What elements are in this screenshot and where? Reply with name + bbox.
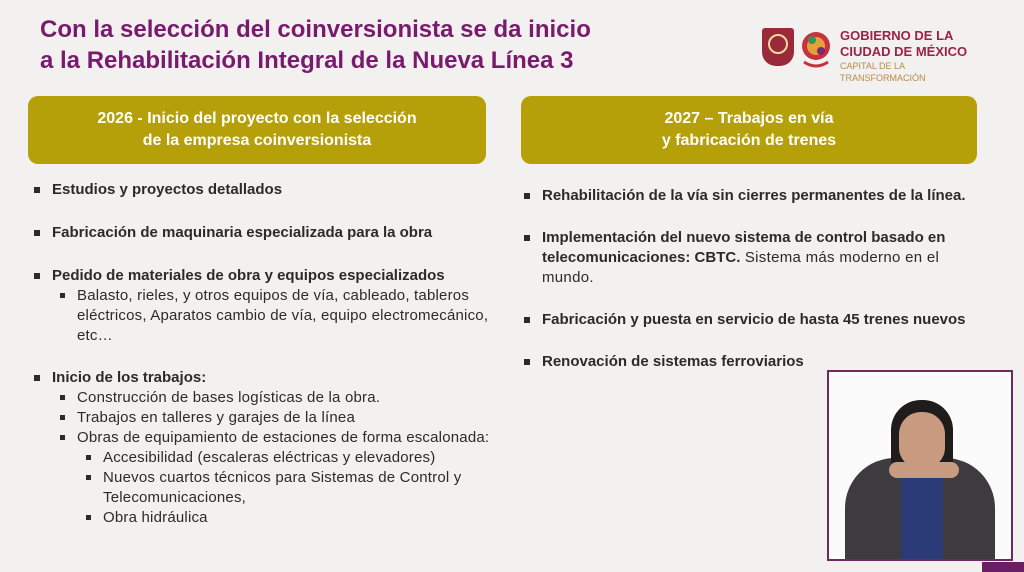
list-item-materials: Pedido de materiales de obra y equipos especializados [32,266,492,286]
list-subitem-materials-detail: Balasto, rieles, y otros equipos de vía, cableado, tableros eléctricos, Aparatos cambio de vía, equipo electromecánico, etc… [32,286,492,346]
logo-text [840,28,990,84]
list-item-works: Inicio de los trabajos: [32,368,492,388]
corner-accent [982,562,1024,572]
logo-line-2: CIUDAD DE MÉXICO [840,44,968,59]
interpreter-face [899,412,945,468]
title-line-1: Con la selección del coinversionista se da inicio [40,16,591,43]
header-2027-line-2: y fabricación de trenes [661,132,837,149]
header-2026-line-2: de la empresa coinversionista [142,132,372,149]
list-subitem-stations: Obras de equipamiento de estaciones de forma escalonada: [32,428,492,448]
logo-line-1: GOBIERNO DE LA [840,28,954,43]
header-2026 [28,96,486,164]
list-subitem-accessibility: Accesibilidad (escaleras eléctricas y elevadores) [32,448,492,468]
coat-of-arms-icon [762,28,794,66]
sign-language-interpreter-video [827,370,1013,561]
cbtc-normal-text: Sistema más moderno en el mundo. [542,249,940,286]
interpreter-hands [889,462,959,478]
title-line-2: a la Rehabilitación Integral de la Nueva Línea 3 [40,47,574,74]
cbtc-bold-text: Implementación del nuevo sistema de control basado en telecomunicaciones: CBTC. [542,229,946,266]
list-item-trains: Fabricación y puesta en servicio de hasta 45 trenes nuevos [522,310,967,330]
list-2026 [32,180,492,528]
header-2027 [521,96,977,164]
list-item-studies: Estudios y proyectos detallados [32,180,492,200]
list-item-machinery: Fabricación de maquinaria especializada para la obra [32,223,492,243]
list-item-cbtc [522,228,967,288]
interpreter-shirt [901,476,943,561]
list-item-rail-systems: Renovación de sistemas ferroviarios [522,352,967,372]
list-subitem-hydraulic: Obra hidráulica [32,508,492,528]
list-item-track: Rehabilitación de la vía sin cierres permanentes de la línea. [522,186,967,206]
list-subitem-workshops: Trabajos en talleres y garajes de la línea [32,408,492,428]
header-2026-line-1: 2026 - Inicio del proyecto con la selección [97,110,417,127]
header-2027-line-1: 2027 – Trabajos en vía [664,110,834,127]
government-logo [760,26,990,83]
cdmx-emblem-icon [798,26,834,70]
list-subitem-technical-rooms: Nuevos cuartos técnicos para Sistemas de Control y Telecomunicaciones, [32,468,492,508]
logo-tagline: CAPITAL DE LA TRANSFORMACIÓN [840,61,926,83]
list-subitem-logistics: Construcción de bases logísticas de la obra. [32,388,492,408]
page-title [40,14,680,76]
list-2027 [522,186,967,372]
